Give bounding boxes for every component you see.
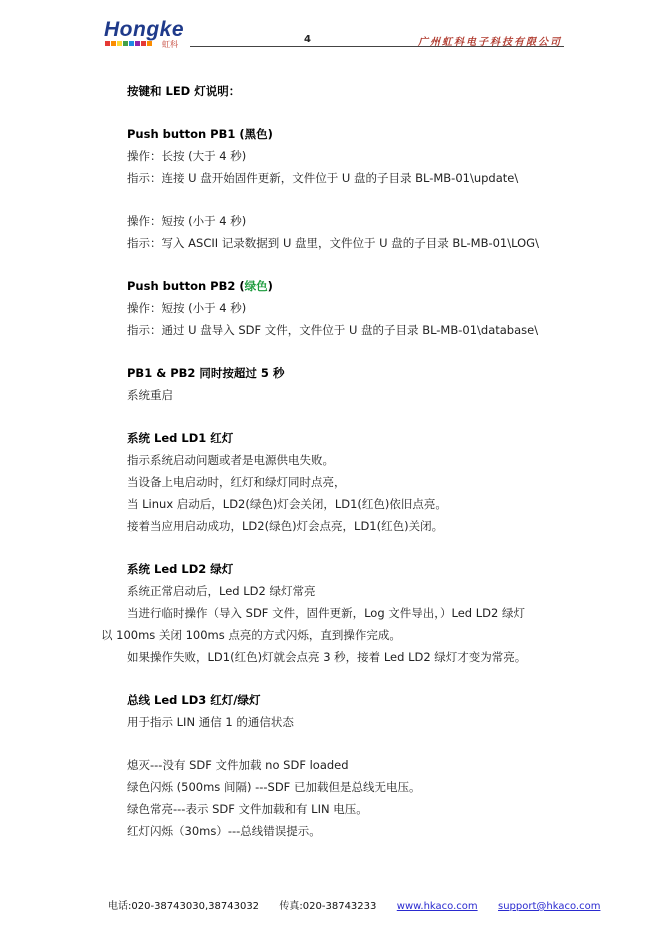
header-divider <box>190 46 564 47</box>
footer-phone: 电话:020-38743030,38743032 <box>108 901 260 912</box>
ld1-heading: 系统 Led LD1 红灯 <box>127 431 234 445</box>
ld1-line: 当 Linux 启动后，LD2(绿色)灯会关闭，LD1(红色)依旧点亮。 <box>127 497 447 511</box>
ld3-heading: 总线 Led LD3 红灯/绿灯 <box>127 693 261 707</box>
ld2-heading: 系统 Led LD2 绿灯 <box>127 562 234 576</box>
logo-square <box>135 41 140 46</box>
ld3-state: 绿色闪烁 (500ms 间隔) ---SDF 已加载但是总线无电压。 <box>127 780 421 794</box>
both-buttons-desc: 系统重启 <box>127 388 173 402</box>
ld1-line: 指示系统启动问题或者是电源供电失败。 <box>127 453 334 467</box>
ld2-line: 当进行临时操作（导入 SDF 文件，固件更新，Log 文件导出，）Led LD2 绿灯 <box>127 606 525 620</box>
ld2-line: 系统正常启动后，Led LD2 绿灯常亮 <box>127 584 316 598</box>
ld2-line: 如果操作失败，LD1(红色)灯就会点亮 3 秒，接着 Led LD2 绿灯才变为常亮。 <box>127 650 527 664</box>
ld2-line-continued: 以 100ms 关闭 100ms 点亮的方式闪烁，直到操作完成。 <box>101 628 401 642</box>
ld3-state: 熄灭---没有 SDF 文件加载 no SDF loaded <box>127 758 349 772</box>
both-buttons-heading: PB1 & PB2 同时按超过 5 秒 <box>127 366 285 380</box>
logo-square <box>129 41 134 46</box>
ld1-line: 接着当应用启动成功，LD2(绿色)灯会点亮，LD1(红色)关闭。 <box>127 519 444 533</box>
pb1-short-desc: 指示：写入 ASCII 记录数据到 U 盘里，文件位于 U 盘的子目录 BL-MB-01\LOG\ <box>127 236 539 250</box>
logo-color-squares <box>105 41 152 46</box>
page-number: 4 <box>304 34 311 45</box>
page-footer <box>108 897 600 912</box>
pb1-heading: Push button PB1 (黑色) <box>127 127 273 141</box>
ld3-state: 绿色常亮---表示 SDF 文件加载和有 LIN 电压。 <box>127 802 368 816</box>
pb2-desc: 指示：通过 U 盘导入 SDF 文件，文件位于 U 盘的子目录 BL-MB-01\database\ <box>127 323 539 337</box>
logo-square <box>111 41 116 46</box>
hongke-logo <box>104 18 194 48</box>
ld1-line: 当设备上电启动时，红灯和绿灯同时点亮， <box>127 475 346 489</box>
ld3-state: 红灯闪烁（30ms）---总线错误提示。 <box>127 824 321 838</box>
pb2-heading <box>127 278 273 294</box>
footer-email-link[interactable]: support@hkaco.com <box>498 901 601 912</box>
pb2-heading-color: 绿色 <box>244 279 268 293</box>
logo-square <box>117 41 122 46</box>
pb2-heading-prefix: Push button PB2 ( <box>127 279 245 293</box>
logo-square <box>147 41 152 46</box>
company-name: 广州虹科电子科技有限公司 <box>418 37 562 48</box>
pb2-heading-suffix: ) <box>267 279 273 293</box>
section-title: 按键和 LED 灯说明： <box>127 84 241 98</box>
ld3-desc: 用于指示 LIN 通信 1 的通信状态 <box>127 715 294 729</box>
logo-square <box>123 41 128 46</box>
pb1-long-action: 操作：长按 (大于 4 秒) <box>127 149 247 163</box>
pb1-long-desc: 指示：连接 U 盘开始固件更新，文件位于 U 盘的子目录 BL-MB-01\update\ <box>127 171 519 185</box>
logo-square <box>105 41 110 46</box>
logo-wordmark: Hongke <box>104 18 185 41</box>
pb2-action: 操作：短按 (小于 4 秒) <box>127 301 247 315</box>
logo-subtext: 虹科 <box>162 40 178 49</box>
logo-square <box>141 41 146 46</box>
footer-website-link[interactable]: www.hkaco.com <box>396 901 478 912</box>
footer-fax: 传真:020-38743233 <box>279 901 377 912</box>
pb1-short-action: 操作：短按 (小于 4 秒) <box>127 214 247 228</box>
